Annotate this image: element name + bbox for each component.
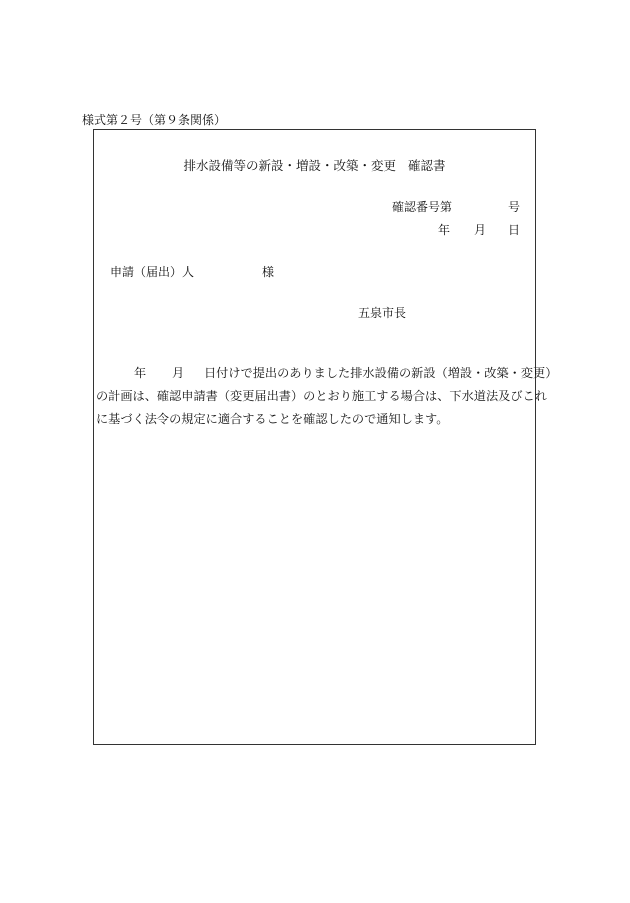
- date-day-label: 日: [507, 223, 520, 237]
- form-number-label: 様式第２号（第９条関係）: [82, 113, 227, 127]
- document-title-suffix: 確認書: [408, 158, 446, 173]
- confirmation-number-row: [392, 198, 520, 214]
- notice-body: [96, 362, 558, 431]
- notice-body-line-1: [96, 362, 558, 385]
- notice-body-line-2: の計画は、確認申請書（変更届出書）のとおり施工する場合は、下水道法及びこれ: [96, 389, 547, 403]
- notice-year-label: 年: [134, 366, 147, 380]
- applicant-honorific: 様: [262, 265, 275, 279]
- document-frame: [93, 129, 558, 745]
- notice-body-line-3: に基づく法令の規定に適合することを確認したので通知します。: [96, 412, 449, 426]
- issue-date-row: [438, 221, 520, 237]
- document-title-main: 排水設備等の新設・増設・改築・変更: [183, 158, 396, 173]
- date-year-label: 年: [438, 223, 451, 237]
- document-title: [94, 156, 535, 174]
- issuer-name: 五泉市長: [358, 306, 407, 320]
- confirmation-number-suffix: 号: [507, 200, 520, 214]
- notice-month-label: 月: [172, 366, 185, 380]
- notice-line-1-text: 日付けで提出のありました排水設備の新設（増設・改築・変更）: [204, 366, 558, 380]
- applicant-row: [110, 263, 280, 279]
- date-month-label: 月: [474, 223, 487, 237]
- applicant-label: 申請（届出）人: [110, 265, 195, 279]
- confirmation-number-label: 確認番号第: [392, 200, 453, 214]
